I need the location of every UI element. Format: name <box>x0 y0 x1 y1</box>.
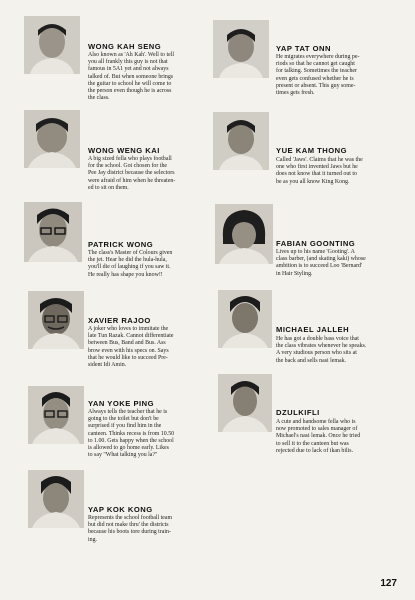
portrait-image <box>213 20 269 78</box>
student-photo <box>215 204 273 264</box>
student-bio: Also known as 'Ah Kah'. Well to tell you all frankly this guy is not that famous in 5A1 yet and not always talked of. But when someone brings the guitar to school he will come to the person even though he is across the class. <box>88 52 174 102</box>
student-photo <box>28 291 84 349</box>
portrait-image <box>213 112 269 170</box>
portrait-image <box>24 110 80 168</box>
student-photo <box>218 374 272 432</box>
portrait-image <box>218 290 272 348</box>
student-bio: Represents the school football team but did not make thru' the districts because his boots tore during train- ing. <box>88 515 173 543</box>
student-name: DZULKIFLI <box>276 408 320 417</box>
portrait-image <box>28 291 84 349</box>
student-photo <box>24 16 80 74</box>
student-name: YAN YOKE PING <box>88 399 155 408</box>
student-bio: Lives up to his name 'Gooting'. A class barber, (and skating kaki) whose ambition is to succeed Loo 'Bernard' in Hair Styling. <box>276 249 366 277</box>
student-bio: The class's Master of Colours given the jet. Hear he did the hula-hula, you'll die of laughing if you saw it. He really has shape you know!! <box>88 250 173 278</box>
portrait-image <box>24 202 82 262</box>
student-photo <box>24 110 80 168</box>
student-name: MICHAEL JALLEH <box>276 325 350 334</box>
page-number: 127 <box>380 578 397 589</box>
portrait-image <box>24 16 80 74</box>
student-name: YUE KAM THONG <box>276 146 348 155</box>
student-bio: A cute and handsome fella who is now promoted to sales manager of Michael's nasi lemak. Once he tried to sell it to the canteen but was rejected due to lack of ikan bilis. <box>276 419 361 454</box>
student-bio: A joker who loves to immitate the late Tun Razak. Cannot differentiate between Bus, Band and Bus. Ass brow even with his specs on. Says that he would like to succeed Pre- sident Idi Amin. <box>88 326 174 369</box>
student-photo <box>218 290 272 348</box>
student-photo <box>213 112 269 170</box>
student-name: WONG WENG KAI <box>88 146 160 155</box>
student-bio: He has got a double bass voice that the class vibrates whenever he speaks. A very studious person who sits at the back and sells nasi lemak. <box>276 336 367 364</box>
student-name: YAP TAT ONN <box>276 44 332 53</box>
student-name: WONG KAH SENG <box>88 42 162 51</box>
student-bio: He migrates everywhere during pe- riods so that he cannot get caught for talking. Sometimes the teacher even gets confused whether he is present or absent. This guy some- times gets fresh. <box>276 54 360 97</box>
student-name: PATRICK WONG <box>88 240 154 249</box>
portrait-image <box>215 204 273 264</box>
student-bio: A big sized fella who plays football for the school. Got chosen for the Pee Jay district because the selectors were afraid of him when he threaten- ed to sit on them. <box>88 156 176 191</box>
student-name: FABIAN GOONTING <box>276 239 356 248</box>
student-bio: Called 'Jaws'. Claims that he was the one who first invented Jaws but he does not know that it turned out to be as you all know King Kong. <box>276 157 363 185</box>
student-photo <box>213 20 269 78</box>
student-name: YAP KOK KONG <box>88 505 153 514</box>
portrait-image <box>218 374 272 432</box>
student-name: XAVIER RAJOO <box>88 316 151 325</box>
student-photo <box>28 470 84 528</box>
student-bio: Always tells the teacher that he is going to the toilet but don't be surprised if you find him in the canteen. Thinks recess is from 10.50 to 1.00. Gets happy when the school is allowed to go home early. Likes to say "What talking you la?" <box>88 409 175 459</box>
student-photo <box>24 202 82 262</box>
portrait-image <box>28 470 84 528</box>
portrait-image <box>28 386 84 444</box>
student-photo <box>28 386 84 444</box>
